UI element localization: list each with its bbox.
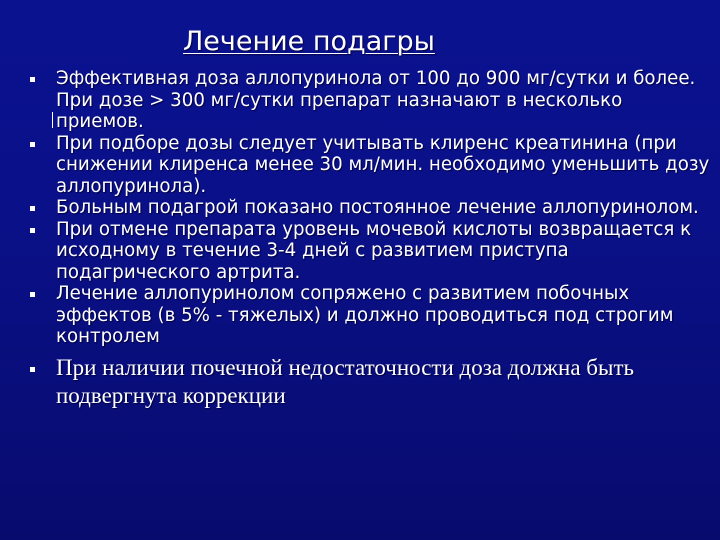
bullet-text: При наличии почечной недостаточности доза должна быть подвергнута коррекции [56, 354, 634, 408]
bullet-square-icon [30, 367, 35, 372]
bullet-square-icon [30, 292, 35, 297]
bullet-text: Больным подагрой показано постоянное лечение аллопуринолом. [56, 197, 699, 218]
bullet-text: При подборе дозы следует учитывать клиренс креатинина (при снижении клиренса менее 30 мл/мин. необходимо уменьшить дозу аллопуринола). [56, 132, 710, 197]
list-item [0, 354, 720, 410]
bullet-square-icon [30, 142, 35, 147]
bullet-text: Лечение аллопуринолом сопряжено с развитием побочных эффектов (в 5% - тяжелых) и должно проводиться под строгим контролем [56, 283, 674, 347]
text-cursor-mark [52, 112, 53, 128]
list-item [0, 197, 720, 219]
slide-title: Лечение подагры [183, 26, 435, 57]
bullet-list [0, 68, 720, 410]
list-item [0, 68, 720, 133]
list-item [0, 283, 720, 348]
bullet-square-icon [30, 206, 35, 211]
bullet-text: Эффективная доза аллопуринола от 100 до 900 мг/сутки и более. При дозе > 300 мг/сутки препарат назначают в несколько приемов. [56, 68, 696, 132]
bullet-text: При отмене препарата уровень мочевой кислоты возвращается к исходному в течение 3-4 дней с развитием приступа подагрического артрита. [56, 218, 692, 283]
bullet-square-icon [30, 228, 35, 233]
bullet-square-icon [30, 77, 35, 82]
list-item [0, 133, 720, 198]
list-item [0, 219, 720, 284]
